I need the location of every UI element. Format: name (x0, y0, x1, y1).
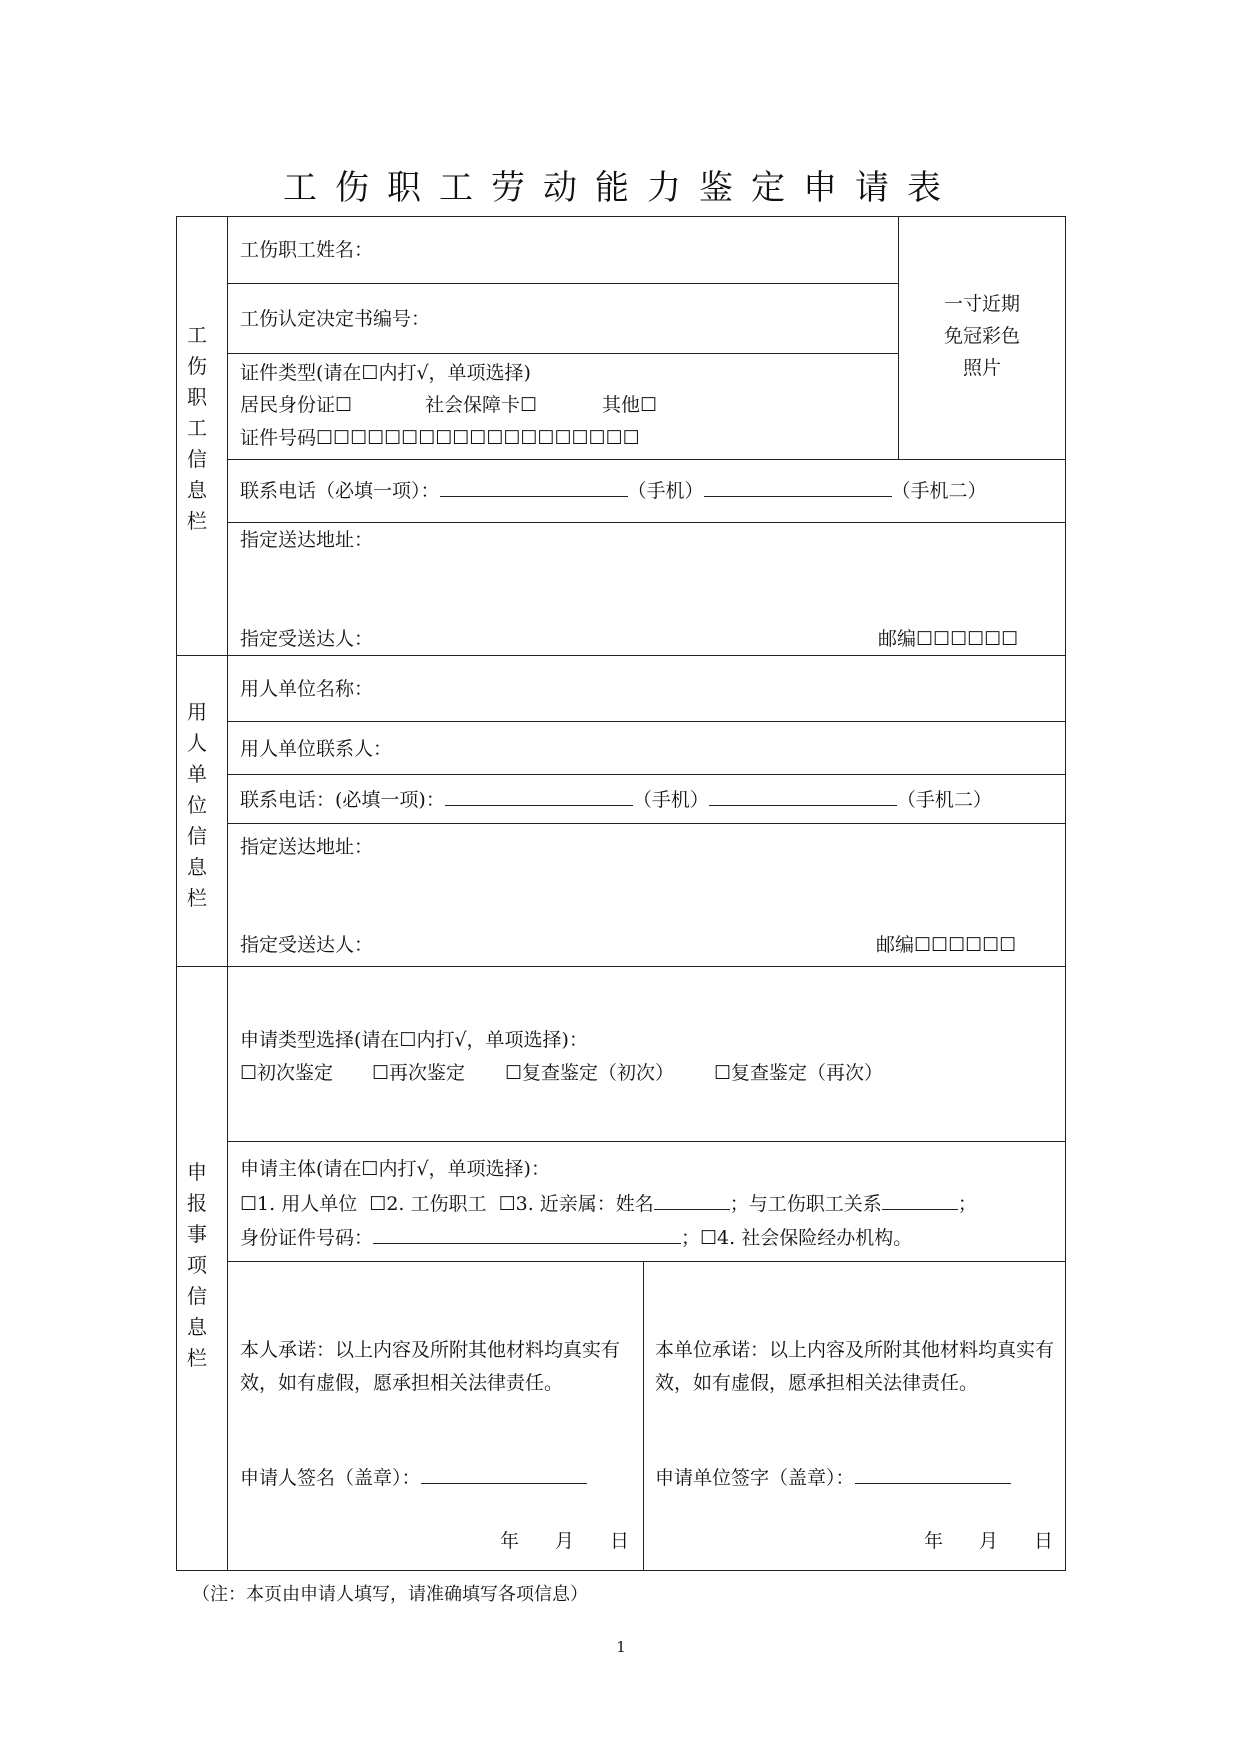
id-number-input[interactable] (373, 1225, 681, 1244)
employer-postcode-field[interactable]: 邮编☐☐☐☐☐☐ (876, 934, 1017, 956)
page-number: 1 (616, 1638, 626, 1656)
row-line (227, 353, 898, 354)
mobile2-field[interactable] (709, 787, 897, 806)
worker-name-field[interactable]: 工伤职工姓名： (240, 239, 374, 261)
section-column-divider (227, 216, 228, 1571)
subject-social-insurance-checkbox[interactable]: ；☐4. 社会保险经办机构。 (681, 1227, 913, 1249)
row-line (227, 1261, 1066, 1262)
sign-unit-row (655, 1465, 1011, 1490)
subject-relative-checkbox[interactable]: ☐3. 近亲属：姓名 (498, 1193, 654, 1215)
decision-number-field[interactable]: 工伤认定决定书编号： (240, 308, 431, 330)
mobile2-label: （手机二） (896, 789, 992, 811)
row-line (227, 774, 1066, 775)
employer-address-field[interactable]: 指定送达地址： (240, 836, 374, 858)
subject-worker-checkbox[interactable]: ☐2. 工伤职工 (369, 1193, 487, 1215)
sign-unit-field[interactable] (855, 1465, 1011, 1484)
sign-person-field[interactable] (421, 1465, 587, 1484)
id-number-field[interactable]: 证件号码☐☐☐☐☐☐☐☐☐☐☐☐☐☐☐☐☐☐☐ (240, 427, 640, 449)
subject-end: ； (957, 1193, 977, 1215)
subject-employer-checkbox[interactable]: ☐1. 用人单位 (240, 1193, 358, 1215)
row-line (227, 522, 1066, 523)
phone-label: 联系电话：(必填一项)： (240, 789, 445, 811)
mobile2-field[interactable] (704, 478, 892, 497)
footnote: （注：本页由申请人填写，请准确填写各项信息） (192, 1584, 588, 1605)
type-again-checkbox[interactable]: ☐再次鉴定 (372, 1062, 466, 1084)
photo-text-line: 免冠彩色 (943, 325, 1020, 347)
date-year-person: 年 (500, 1530, 520, 1552)
employer-recipient-field[interactable]: 指定受送达人： (240, 934, 374, 956)
type-review-again-checkbox[interactable]: ☐复查鉴定（再次） (714, 1062, 884, 1084)
mobile-field[interactable] (445, 787, 633, 806)
subject-label: 申请主体(请在☐内打√，单项选择)： (240, 1158, 550, 1180)
worker-postcode-field[interactable]: 邮编☐☐☐☐☐☐ (878, 628, 1019, 650)
row-line (227, 1141, 1066, 1142)
form-title: 工伤职工劳动能力鉴定申请表 (283, 168, 959, 208)
date-year-unit: 年 (924, 1530, 944, 1552)
section-label-application: 申报事项信息栏 (187, 1160, 207, 1370)
worker-recipient-field[interactable]: 指定受送达人： (240, 628, 374, 650)
sign-person-row (240, 1465, 587, 1490)
mobile2-label: （手机二） (891, 480, 987, 502)
id-type-label: 证件类型(请在☐内打√，单项选择) (240, 362, 531, 384)
row-line (227, 283, 898, 284)
relation-label: ；与工伤职工关系 (729, 1193, 882, 1215)
id-type-resident-checkbox[interactable]: 居民身份证☐ (240, 394, 353, 416)
worker-phone-label (240, 478, 987, 503)
photo-text-line: 照片 (962, 357, 1001, 379)
id-type-social-card-checkbox[interactable]: 社会保障卡☐ (425, 394, 538, 416)
section-label-employer: 用人单位信息栏 (187, 700, 207, 910)
id-number-row (240, 1225, 912, 1250)
mobile-label: （手机） (632, 789, 709, 811)
photo-placeholder (898, 288, 1066, 384)
date-day-person: 日 (610, 1530, 630, 1552)
type-review-initial-checkbox[interactable]: ☐复查鉴定（初次） (505, 1062, 675, 1084)
id-number-label: 身份证件号码： (240, 1227, 374, 1249)
employer-name-field[interactable]: 用人单位名称： (240, 678, 374, 700)
phone-label: 联系电话（必填一项）： (240, 480, 440, 502)
employer-contact-field[interactable]: 用人单位联系人： (240, 738, 393, 760)
row-line (227, 721, 1066, 722)
employer-phone-label (240, 787, 992, 812)
application-type-label: 申请类型选择(请在☐内打√，单项选择)： (240, 1029, 588, 1051)
type-initial-checkbox[interactable]: ☐初次鉴定 (240, 1062, 334, 1084)
section-divider-employer (176, 655, 1066, 656)
section-divider-application (176, 966, 1066, 967)
relation-field[interactable] (882, 1191, 958, 1210)
relative-name-field[interactable] (654, 1191, 730, 1210)
date-month-person: 月 (555, 1530, 575, 1552)
promise-person-text: 本人承诺：以上内容及所附其他材料均真实有效，如有虚假，愿承担相关法律责任。 (240, 1339, 621, 1394)
sign-person-label: 申请人签名（盖章）： (240, 1467, 421, 1489)
mobile-field[interactable] (440, 478, 628, 497)
mobile-label: （手机） (627, 480, 704, 502)
row-line (227, 459, 1066, 460)
photo-text-line: 一寸近期 (943, 293, 1020, 315)
date-month-unit: 月 (979, 1530, 999, 1552)
subject-row (240, 1191, 977, 1216)
promise-unit-text: 本单位承诺：以上内容及所附其他材料均真实有效，如有虚假，愿承担相关法律责任。 (655, 1339, 1055, 1394)
row-line (227, 823, 1066, 824)
section-label-worker: 工伤职工信息栏 (187, 323, 207, 533)
id-type-other-checkbox[interactable]: 其他☐ (602, 394, 658, 416)
promise-divider (643, 1261, 644, 1571)
date-day-unit: 日 (1034, 1530, 1054, 1552)
worker-address-field[interactable]: 指定送达地址： (240, 529, 374, 551)
sign-unit-label: 申请单位签字（盖章）： (655, 1467, 855, 1489)
